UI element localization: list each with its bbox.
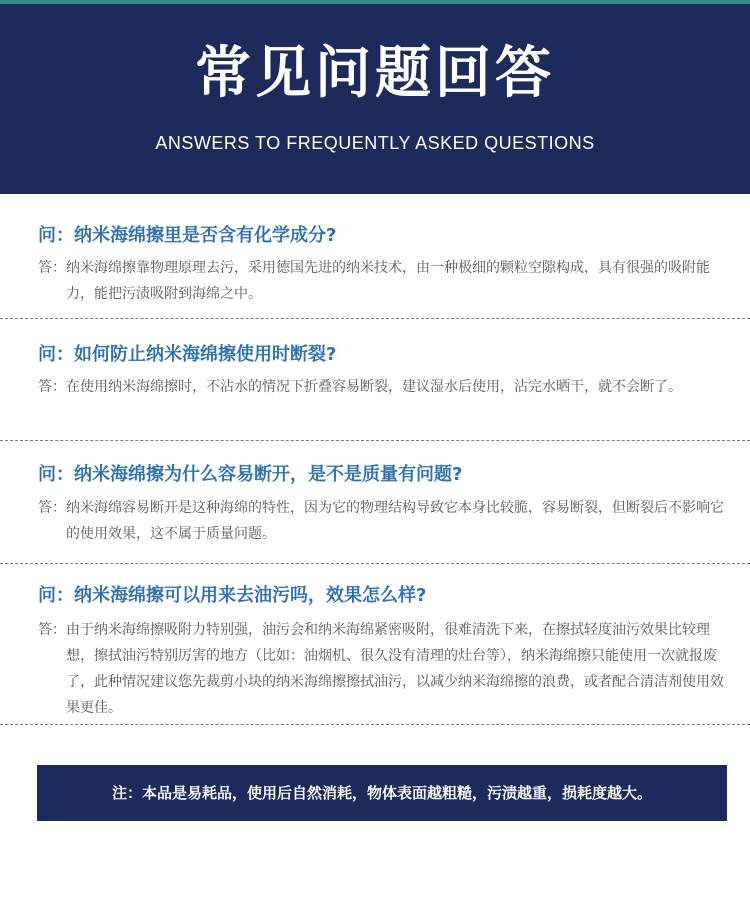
page-subtitle: ANSWERS TO FREQUENTLY ASKED QUESTIONS bbox=[155, 133, 595, 153]
faq-answer-4 bbox=[38, 617, 728, 721]
faq-question-1: 问：纳米海绵擦里是否含有化学成分? bbox=[38, 225, 337, 246]
answer-text: 在使用纳米海绵擦时，不沾水的情况下折叠容易断裂，建议湿水后使用，沾完水晒干，就不会断了。 bbox=[66, 379, 682, 395]
answer-text: 纳米海绵容易断开是这种海绵的特性，因为它的物理结构导致它本身比较脆，容易断裂，但断裂后不影响它的使用效果，这不属于质量问题。 bbox=[66, 500, 724, 542]
note-banner: 注：本品是易耗品，使用后自然消耗，物体表面越粗糙，污渍越重，损耗度越大。 bbox=[37, 765, 727, 821]
answer-text: 由于纳米海绵擦吸附力特别强，油污会和纳米海绵紧密吸附，很难清洗下来，在擦拭轻度油污效果比较理想，擦拭油污特别厉害的地方（比如：油烟机、很久没有清理的灶台等），纳米海绵擦只能使用一次就报废了，此种情况建议您先裁剪小块的纳米海绵擦擦拭油污，以减少纳米海绵擦的浪费，或者配合清洁剂使用效果更佳。 bbox=[66, 622, 724, 716]
answer-prefix: 答： bbox=[38, 500, 66, 516]
faq-answer-3 bbox=[38, 495, 728, 547]
answer-prefix: 答： bbox=[38, 260, 66, 276]
faq-question-3: 问：纳米海绵擦为什么容易断开，是不是质量有问题? bbox=[38, 464, 463, 485]
faq-divider bbox=[0, 563, 750, 564]
faq-answer-1 bbox=[38, 255, 728, 307]
answer-prefix: 答： bbox=[38, 622, 66, 638]
page-title: 常见问题回答 bbox=[195, 41, 555, 106]
faq-question-2: 问：如何防止纳米海绵擦使用时断裂? bbox=[38, 344, 337, 365]
faq-divider bbox=[0, 440, 750, 441]
answer-text: 纳米海绵擦靠物理原理去污，采用德国先进的纳米技术，由一种极细的颗粒空隙构成，具有很强的吸附能力，能把污渍吸附到海绵之中。 bbox=[66, 260, 710, 302]
faq-answer-2 bbox=[38, 374, 728, 400]
faq-divider bbox=[0, 724, 750, 725]
page-header bbox=[0, 4, 750, 194]
answer-prefix: 答： bbox=[38, 379, 66, 395]
faq-question-4: 问：纳米海绵擦可以用来去油污吗，效果怎么样? bbox=[38, 585, 427, 606]
faq-divider bbox=[0, 318, 750, 319]
